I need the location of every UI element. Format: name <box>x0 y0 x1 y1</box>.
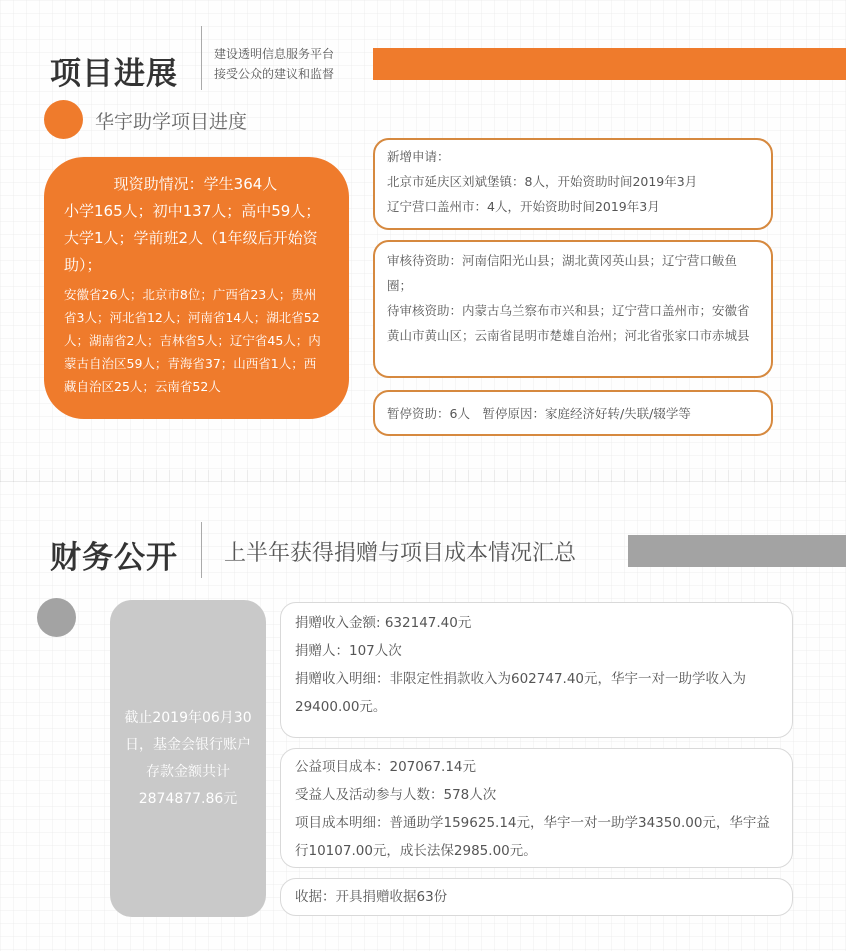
title-divider <box>201 522 202 578</box>
new-application-item: 北京市延庆区刘斌堡镇：8人，开始资助时间2019年3月 <box>387 174 698 189</box>
pending-review-line-2: 待审核资助：内蒙古乌兰察布市兴和县；辽宁营口盖州市；安徽省黄山市黄山区；云南省昆明市楚雄自治州；河北省张家口市赤城县 <box>387 303 750 343</box>
finance-section-title: 财务公开 <box>50 540 178 576</box>
header-accent-bar <box>628 535 846 567</box>
new-applications-card <box>373 138 773 230</box>
slogan-line-1: 建设透明信息服务平台 <box>214 47 335 61</box>
receipt-text: 收据：开具捐赠收据63份 <box>295 889 448 905</box>
balance-text: 截止2019年06月30日，基金会银行账户存款金额共计2874877.86元 <box>124 709 252 807</box>
summary-headline: 现资助情况：学生364人 <box>113 175 278 193</box>
receipt-card <box>280 878 793 916</box>
progress-section-title: 项目进展 <box>50 56 178 92</box>
title-divider <box>201 26 202 90</box>
funding-summary-card <box>44 157 349 419</box>
new-applications-heading: 新增申请： <box>387 149 450 164</box>
section-dot <box>37 598 76 637</box>
suspended-text: 暂停资助：6人 暂停原因：家庭经济好转/失联/辍学等 <box>387 405 691 421</box>
slogan <box>214 44 334 84</box>
new-application-item: 辽宁营口盖州市：4人，开始资助时间2019年3月 <box>387 199 660 214</box>
finance-subtitle: 上半年获得捐赠与项目成本情况汇总 <box>224 541 577 566</box>
progress-subtitle: 华宇助学项目进度 <box>95 111 248 133</box>
beneficiaries: 受益人及活动参与人数：578人次 <box>295 787 497 803</box>
pending-review-line-1: 审核待资助：河南信阳光山县；湖北黄冈英山县；辽宁营口鲅鱼圈； <box>387 253 738 293</box>
header-accent-bar <box>373 48 846 80</box>
summary-levels: 小学165人；初中137人；高中59人；大学1人；学前班2人（1年级后开始资助）； <box>64 202 321 274</box>
cost-detail: 项目成本明细：普通助学159625.14元，华宇一对一助学34350.00元，华宇益行10107.00元，成长法保2985.00元。 <box>295 815 770 859</box>
donation-card <box>280 602 793 738</box>
donation-detail: 捐赠收入明细：非限定性捐款收入为602747.40元，华宇一对一助学收入为29400.00元。 <box>295 671 747 715</box>
project-cost: 公益项目成本：207067.14元 <box>295 759 477 775</box>
donation-donors: 捐赠人：107人次 <box>295 643 402 659</box>
slogan-line-2: 接受公众的建议和监督 <box>214 67 335 81</box>
donation-amount: 捐赠收入金额: 632147.40元 <box>295 615 472 631</box>
summary-provinces: 安徽省26人；北京市8位；广西省23人；贵州省3人；河北省12人；河南省14人；湖北省52人；湖南省2人；吉林省5人；辽宁省45人；内蒙古自治区59人；青海省37；山西省1人；西藏自治区25人；云南省52人 <box>64 287 321 394</box>
suspended-card <box>373 390 773 436</box>
pending-review-card <box>373 240 773 378</box>
project-cost-card <box>280 748 793 868</box>
balance-card <box>110 600 266 917</box>
subtitle-dot <box>44 100 83 139</box>
